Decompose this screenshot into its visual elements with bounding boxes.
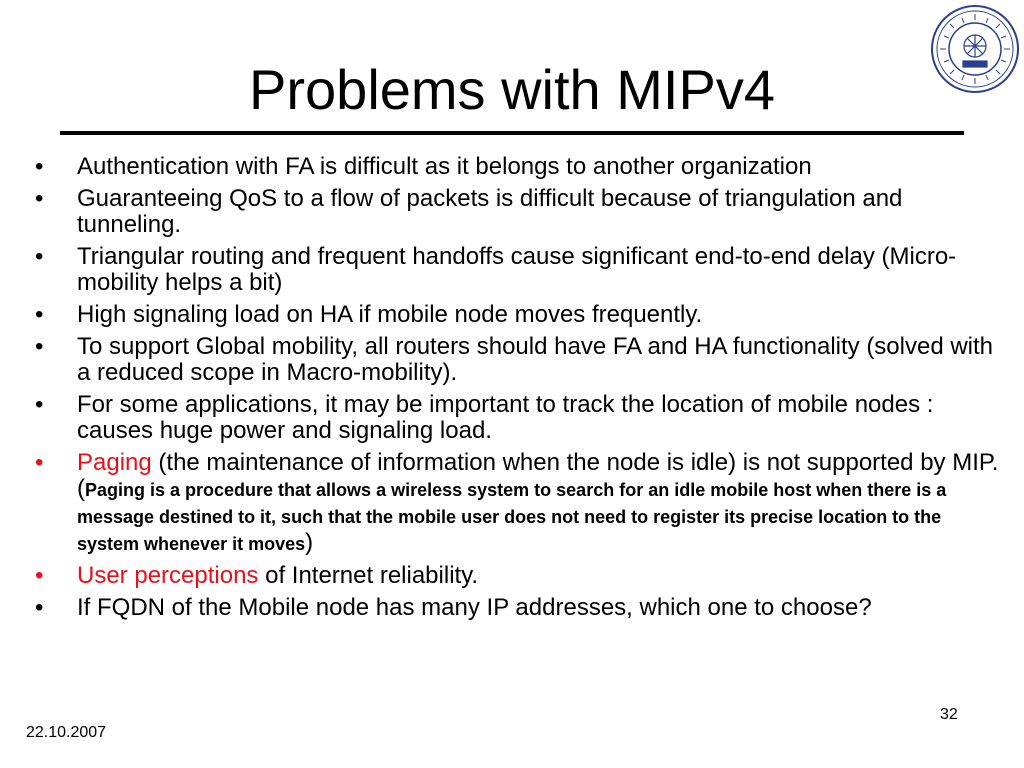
bullet-item <box>35 186 1000 238</box>
bullet-icon: • <box>35 243 44 270</box>
bullet-text: Guaranteeing QoS to a flow of packets is difficult because of triangulation and tunneling. <box>77 185 903 238</box>
bullet-icon: • <box>35 153 44 180</box>
bullet-icon: • <box>35 301 44 328</box>
bullet-text: If FQDN of the Mobile node has many IP addresses, which one to choose? <box>77 594 872 621</box>
bullet-icon: • <box>35 391 44 418</box>
bullet-text: High signaling load on HA if mobile node moves frequently. <box>77 301 703 328</box>
page-number: 32 <box>940 706 958 723</box>
bullet-list <box>35 154 1000 627</box>
bullet-item <box>35 595 1000 621</box>
bullet-item-paging <box>35 450 1000 557</box>
institute-seal-icon <box>930 4 1020 94</box>
bullet-text: Authentication with FA is difficult as it belongs to another organization <box>77 153 812 180</box>
closing-paren: ) <box>305 529 314 556</box>
title-divider <box>60 131 964 135</box>
bullet-text: (the maintenance of information when the node is idle) is not supported by MIP. ( <box>77 449 999 502</box>
bullet-item <box>35 334 1000 386</box>
bullet-text: To support Global mobility, all routers should have FA and HA functionality (solved with a reduced scope in Macro-mobility). <box>77 333 994 386</box>
bullet-text: For some applications, it may be important to track the location of mobile nodes : causes huge power and signaling load. <box>77 391 934 444</box>
bullet-item <box>35 392 1000 444</box>
bullet-icon: • <box>35 562 44 589</box>
footer-date: 22.10.2007 <box>26 724 107 741</box>
bullet-icon: • <box>35 333 44 360</box>
bullet-item <box>35 244 1000 296</box>
highlight-term: User perceptions <box>77 562 259 589</box>
bullet-text: Triangular routing and frequent handoffs cause significant end-to-end delay (Micro-mobility helps a bit) <box>77 243 957 296</box>
bullet-item <box>35 302 1000 328</box>
paging-definition-note: Paging is a procedure that allows a wireless system to search for an idle mobile host when there is a message destined to it, such that the mobile user does not need to register its precise location to the system whenever it moves <box>77 480 947 554</box>
bullet-item <box>35 154 1000 180</box>
highlight-term: Paging <box>77 449 152 476</box>
bullet-icon: • <box>35 594 44 621</box>
slide-title: Problems with MIPv4 <box>249 58 775 121</box>
bullet-text: of Internet reliability. <box>258 562 479 589</box>
bullet-icon: • <box>35 185 44 212</box>
bullet-item-user-perceptions <box>35 563 1000 589</box>
bullet-icon: • <box>35 449 44 476</box>
